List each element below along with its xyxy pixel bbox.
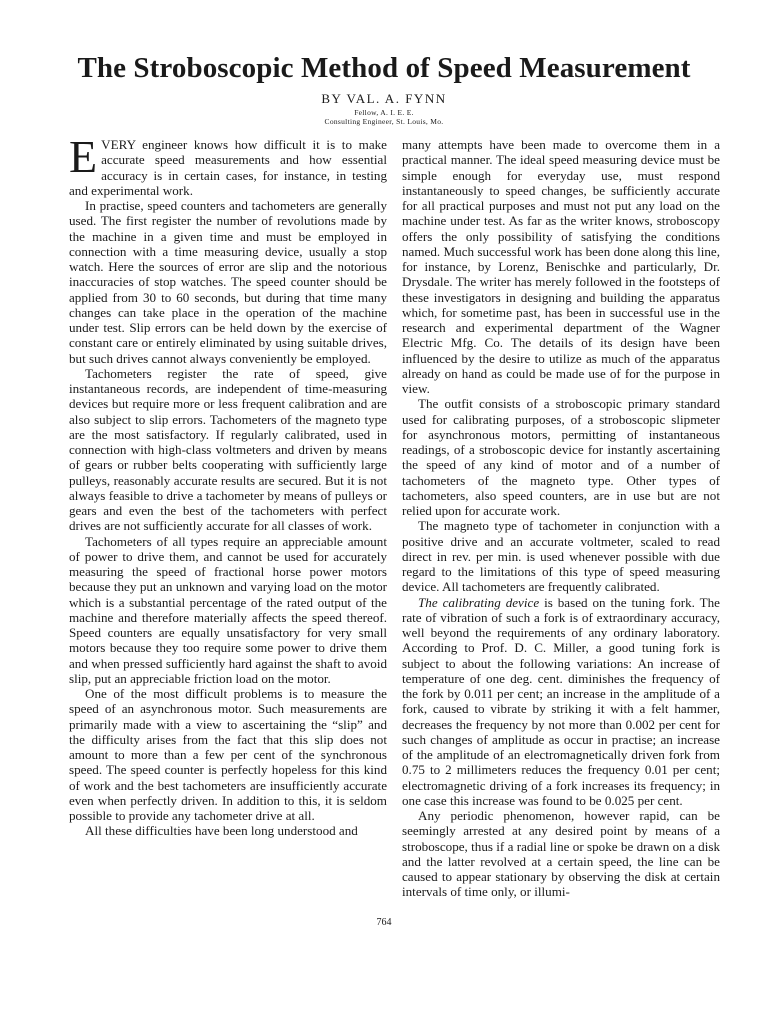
author-byline: BY VAL. A. FYNN: [321, 91, 447, 106]
paragraph: many attempts have been made to overcome them in a practical manner. The ideal speed measuring device must be simple enough for everyday use, must respond instantaneously to speed changes, be sufficiently accurate for all practical purposes and must not put any load on the machine under test. As far as the writer knows, stroboscopy offers the only possibility of satisfying the conditions named. Much successful work has been done along this line, for instance, by Lorenz, Benischke and particularly, Dr. Drysdale. The writer has merely followed in the footsteps of these investigators in designing and building the apparatus which, for sometime past, has been in successful use in the research and experimental department of the Wagner Electric Mfg. Co. The details of its design have been influenced by the desire to utilize as much of the apparatus already on hand as could be made use of for the purpose in view.: [402, 137, 720, 396]
left-column: [69, 131, 387, 839]
paragraph: One of the most difficult problems is to measure the speed of an asynchronous motor. Such measurements are primarily made with a view to ascertaining the “slip” and the difficulty arises from the fact that this slip does not amount to more than a few per cent of the synchronous speed. The speed counter is perfectly hopeless for this kind of work and the best tachometers are insufficiently accurate even when perfectly driven. In addition to this, it is seldom possible to provide any tachometer drive at all.: [69, 686, 387, 823]
paragraph: Tachometers of all types require an appreciable amount of power to drive them, and cannot be used for accurately measuring the speed of fractional horse power motors because they put an unknown and varying load on the motor which is a substantial percentage of the rated output of the machine and therefore materially affects the speed thereof. Speed counters are equally unsatisfactory for very small motors because they too require some power to drive them and when pressed sufficiently hard against the shaft to avoid slip, put an appreciable friction load on the motor.: [69, 533, 387, 686]
paragraph: In practise, speed counters and tachometers are generally used. The first register the number of revolutions made by the machine in a given time and must be employed in connection with a time measuring device, usually a stop watch. Here the sources of error are slip and the notorious inaccuracies of stop watches. The speed counter should be applied from 30 to 60 seconds, but during that time many changes can take place in the operation of the machine under test. Slip errors can be held down by the exercise of constant care or entirely eliminated by using suitable drives, but such drives cannot always conveniently be employed.: [69, 198, 387, 366]
author-affiliation-2: Consulting Engineer, St. Louis, Mo.: [324, 117, 444, 126]
paragraph: All these difficulties have been long understood and: [85, 823, 358, 839]
paragraph-text: VERY engineer knows how difficult it is to make accurate speed measurements and how essential accuracy is in certain cases, for instance, in testing and experimental work.: [69, 137, 387, 198]
author-affiliation-1: Fellow, A. I. E. E.: [354, 108, 414, 117]
paragraph: [402, 595, 720, 809]
drop-cap: E: [69, 131, 98, 182]
paragraph: The magneto type of tachometer in conjunction with a positive drive and an accurate voltmeter, scaled to read direct in rev. per min. is used whenever possible with due regard to the limitations of this type of speed measuring device. All tachometers are frequently calibrated.: [402, 518, 720, 595]
article-title: The Stroboscopic Method of Speed Measurement: [77, 52, 691, 84]
paragraph: The outfit consists of a stroboscopic primary standard used for calibrating purposes, of a stroboscopic slipmeter for asynchronous motors, permitting of instantaneous readings, of a stroboscopic device for instantly ascertaining the speed of any kind of motor and of a number of tachometers of the magneto type. Other types of tachometers, also speed counters, are in use but are not relied upon for accurate work.: [402, 396, 720, 518]
right-column: [402, 137, 720, 900]
paragraph: [69, 131, 387, 198]
paragraph: Any periodic phenomenon, however rapid, can be seemingly arrested at any desired point by means of a stroboscope, thus if a radial line or spoke be drawn on a disk and the latter revolved at a certain speed, the line can be caused to appear stationary by observing the disk at certain intervals of time only, or illumi-: [402, 808, 720, 900]
italic-phrase: The calibrating device: [418, 594, 540, 610]
paragraph-text: is based on the tuning fork. The rate of vibration of such a fork is of extraordinary accuracy, well beyond the requirements of any ordinary laboratory. According to Prof. D. C. Miller, a good tuning fork is subject to about the following variations: An increase of temperature of one deg. cent. diminishes the frequency of the fork by 0.011 per cent; an increase in the amplitude of a fork, caused to vibrate by striking it with a felt hammer, decreases the frequency by not more than 0.002 per cent for such changes of amplitude as occur in practise; an increase of the amplitude of an electromagnetically driven fork from 0.75 to 2 millimeters reduces the frequency 0.01 per cent; electromagnetic driving of a fork increases its frequency; in one case this increase was found to be 0.025 per cent.: [402, 594, 720, 808]
page-number: 764: [376, 917, 392, 928]
paragraph: Tachometers register the rate of speed, give instantaneous records, are independent of time-measuring devices but require more or less frequent calibration and are also subject to slip errors. Tachometers of the magneto type are the most satisfactory. If regularly calibrated, used in connection with high-class voltmeters and driven by means of gears or rubber belts cooperating with sufficiently large pulleys, reasonably accurate results are secured. But it is not always feasible to drive a tachometer by means of pulleys or gears and even the best of the tachometers with perfect drives are not sufficiently accurate for all classes of work.: [69, 365, 387, 534]
